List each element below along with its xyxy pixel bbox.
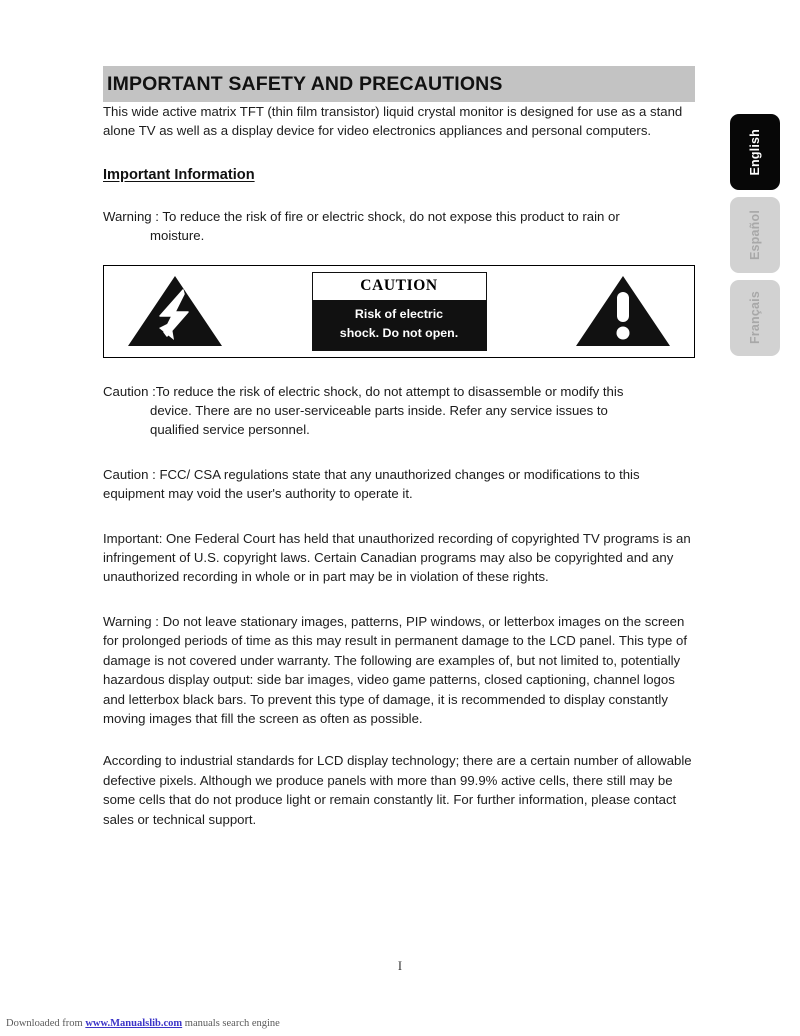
language-tab-group <box>730 114 780 363</box>
intro-paragraph: This wide active matrix TFT (thin film transistor) liquid crystal monitor is designed for use as a stand alone TV as well as a display device for video electronics appliances and personal computers. <box>103 104 683 139</box>
warning-stationary-images-paragraph: Warning : Do not leave stationary images, patterns, PIP windows, or letterbox images on the screen for prolonged periods of time as this may result in permanent damage to the LCD panel. This type of damage is not covered under warranty. The following are examples of, but not limited to, potentially hazardous display output: side bar images, video game patterns, closed captioning, channel logos and letterbox black bars. To prevent this type of damage, it is recommended to display constantly moving images that fill the screen as often as possible. <box>103 613 687 726</box>
download-source-footer <box>6 1018 280 1029</box>
caution-disassemble <box>103 358 695 440</box>
warning-fire-shock <box>103 183 695 246</box>
document-body <box>103 66 695 829</box>
footer-suffix: manuals search engine <box>182 1018 280 1029</box>
language-tab-espanol[interactable] <box>730 197 780 273</box>
warning-fire-line-1: Warning : To reduce the risk of fire or electric shock, do not expose this product to rain or <box>103 208 620 224</box>
defective-pixels-paragraph: According to industrial standards for LCD display technology; there are a certain number of allowable defective pixels. Although we produce panels with more than 99.9% active cells, there still may be some cells that do not produce light or remain constantly lit. For further information, please contact sales or technical support. <box>103 753 692 827</box>
caution-fcc-paragraph: Caution : FCC/ CSA regulations state that any unauthorized changes or modifications to this equipment may void the user's authority to operate it. <box>103 466 640 502</box>
language-tab-english-label: English <box>748 128 762 176</box>
lightning-bolt-triangle-icon <box>126 274 224 348</box>
important-recording-paragraph: Important: One Federal Court has held that unauthorized recording of copyrighted TV programs is an infringement of U.S. copyright laws. Certain Canadian programs may also be copyrighted and any unauthorized recording in whole or in part may be in violation of these rights. <box>103 530 691 585</box>
language-tab-espanol-label: Español <box>748 209 762 261</box>
page-title-band <box>103 66 695 102</box>
caution-symbol-box <box>103 265 695 358</box>
caution-disassemble-line-3: qualified service personnel. <box>150 422 310 438</box>
page-title: IMPORTANT SAFETY AND PRECAUTIONS <box>107 72 503 95</box>
caution-label-block <box>312 272 487 351</box>
caution-disassemble-line-2: device. There are no user-serviceable parts inside. Refer any service issues to <box>150 403 608 419</box>
language-tab-english[interactable] <box>730 114 780 190</box>
caution-label-text-line-2: shock. Do not open. <box>339 325 459 340</box>
caution-label-text-line-1: Risk of electric <box>354 306 444 321</box>
caution-disassemble-line-1: Caution :To reduce the risk of electric shock, do not attempt to disassemble or modify this <box>103 383 624 399</box>
section-heading-important-information: Important Information <box>103 166 255 183</box>
caution-label-text <box>313 300 486 350</box>
language-tab-francais-label: Français <box>748 291 762 345</box>
manualslib-link[interactable]: www.Manualslib.com <box>85 1018 183 1029</box>
warning-fire-line-2: moisture. <box>150 228 205 244</box>
page-number: I <box>397 959 403 973</box>
footer-prefix: Downloaded from <box>6 1018 86 1029</box>
caution-label-heading: CAUTION <box>313 273 486 300</box>
language-tab-francais[interactable] <box>730 280 780 356</box>
exclamation-triangle-icon <box>574 274 672 348</box>
